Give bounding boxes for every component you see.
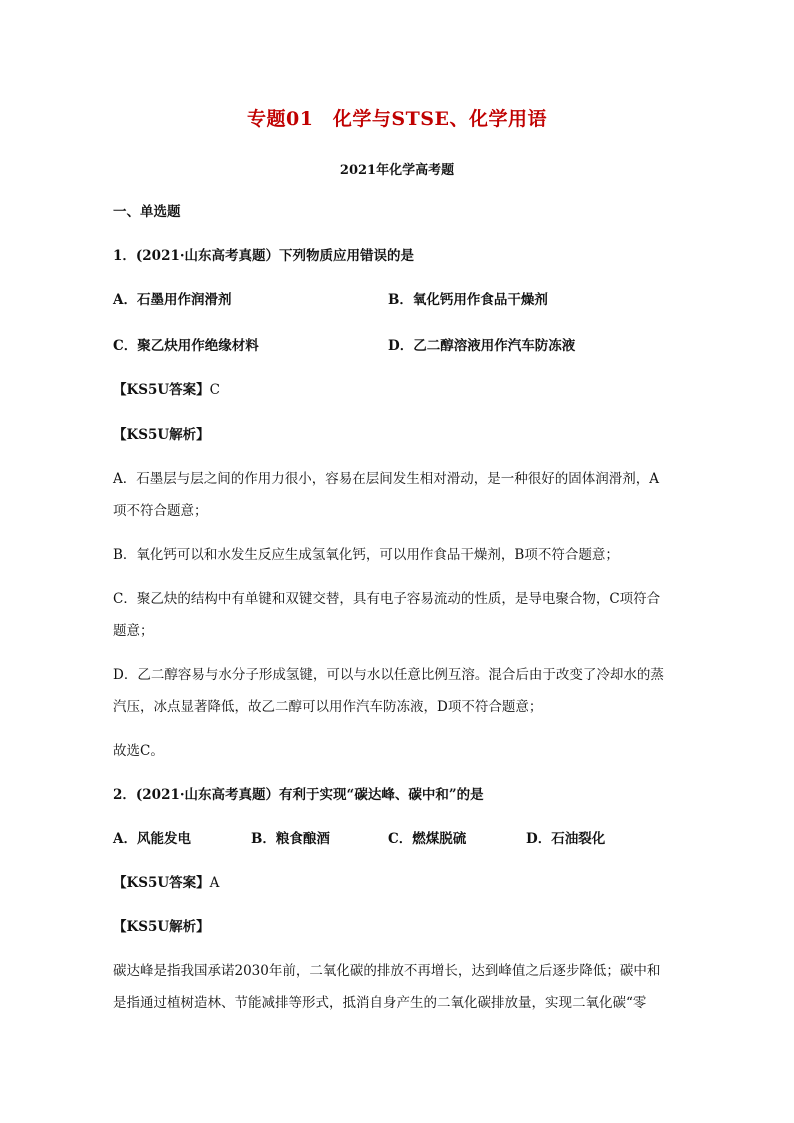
q2-option-a: A．风能发电 xyxy=(113,831,191,847)
q1-analysis-c-line1: C．聚乙炔的结构中有单键和双键交替，具有电子容易流动的性质，是导电聚合物，C项符合 xyxy=(113,591,661,607)
q2-analysis-line2: 是指通过植树造林、节能减排等形式，抵消自身产生的二氧化碳排放量，实现二氧化碳“零 xyxy=(113,995,647,1011)
document-title: 专题01 化学与STSE、化学用语 xyxy=(246,108,547,130)
q1-answer-label: 【KS5U答案】 xyxy=(113,382,210,398)
q1-option-d: D．乙二醇溶液用作汽车防冻液 xyxy=(388,338,576,354)
q1-answer xyxy=(113,380,220,400)
q1-analysis-a-line2: 项不符合题意； xyxy=(113,503,208,519)
document-subtitle: 2021年化学高考题 xyxy=(339,163,455,178)
q1-analysis-d-line1: D．乙二醇容易与水分子形成氢键，可以与水以任意比例互溶。混合后由于改变了冷却水的蒸 xyxy=(113,667,664,683)
q1-analysis-a-line1: A．石墨层与层之间的作用力很小，容易在层间发生相对滑动，是一种很好的固体润滑剂，A xyxy=(113,471,659,487)
q2-answer-label: 【KS5U答案】 xyxy=(113,875,210,891)
q1-analysis-label: 【KS5U解析】 xyxy=(113,427,210,443)
q1-option-b: B．氧化钙用作食品干燥剂 xyxy=(388,292,548,308)
q2-stem: 2．(2021·山东高考真题）有利于实现“碳达峰、碳中和”的是 xyxy=(113,787,484,803)
q1-analysis-c-line2: 题意； xyxy=(113,623,154,639)
q1-analysis-d-line2: 汽压，冰点显著降低，故乙二醇可以用作汽车防冻液，D项不符合题意； xyxy=(113,699,543,715)
q2-option-d: D．石油裂化 xyxy=(526,831,606,847)
q2-answer xyxy=(113,873,219,893)
q1-answer-value: C xyxy=(209,382,220,398)
section-heading: 一、单选题 xyxy=(113,204,181,220)
q2-answer-value: A xyxy=(209,875,220,891)
q2-analysis-label: 【KS5U解析】 xyxy=(113,919,210,935)
q2-analysis-line1: 碳达峰是指我国承诺2030年前，二氧化碳的排放不再增长，达到峰值之后逐步降低；碳中和 xyxy=(113,963,661,979)
q1-stem: 1．(2021·山东高考真题）下列物质应用错误的是 xyxy=(113,248,415,264)
q1-option-a: A．石墨用作润滑剂 xyxy=(113,292,232,308)
q2-option-c: C．燃煤脱硫 xyxy=(388,831,467,847)
q2-option-b: B．粮食酿酒 xyxy=(251,831,330,847)
q1-analysis-b-line1: B．氧化钙可以和水发生反应生成氢氧化钙，可以用作食品干燥剂，B项不符合题意； xyxy=(113,547,619,563)
q1-conclusion: 故选C。 xyxy=(113,743,164,759)
q1-option-c: C．聚乙炔用作绝缘材料 xyxy=(113,338,259,354)
